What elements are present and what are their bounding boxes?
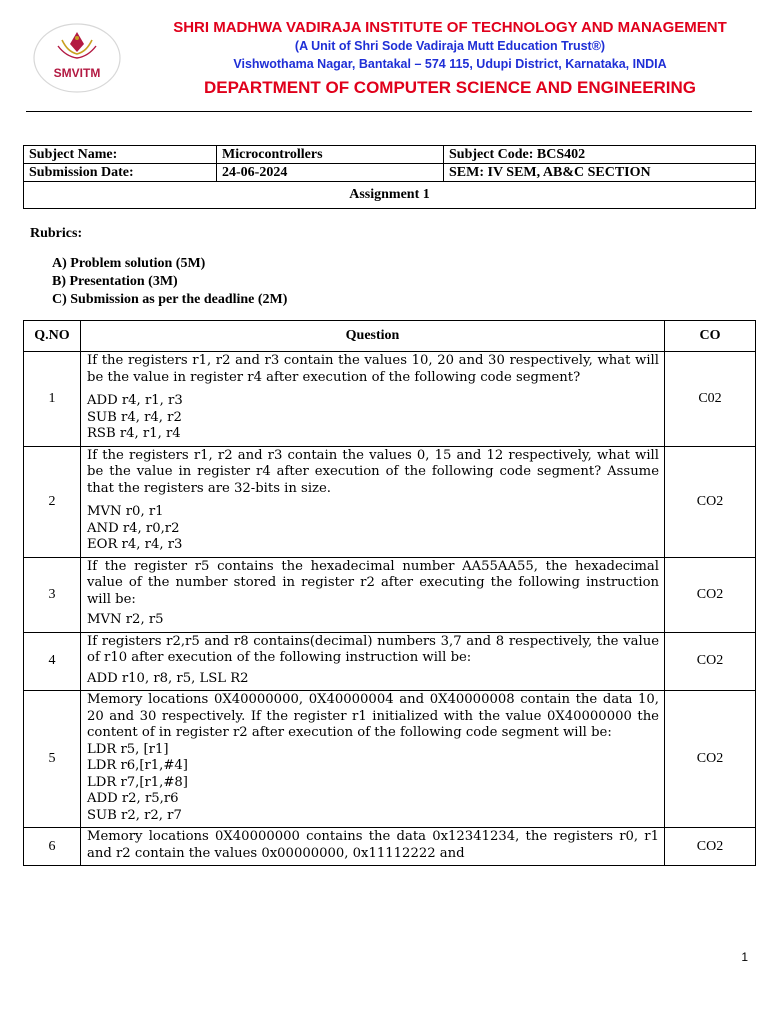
header-co: CO [665,321,756,352]
department-name: DEPARTMENT OF COMPUTER SCIENCE AND ENGINEERING [203,78,697,97]
institute-name: SHRI MADHWA VADIRAJA INSTITUTE OF TECHNOLOGY AND MANAGEMENT [173,19,727,36]
subject-info-table [23,145,756,209]
code-line: LDR r6,[r1,#4] [87,758,188,773]
institute-logo [32,22,122,94]
submission-date-label: Submission Date: [24,164,217,182]
code-line: ADD r4, r1, r3 [87,393,183,408]
header-divider [26,111,752,112]
rubrics-section [30,226,287,309]
table-row [24,828,756,866]
institute-unit-line: (A Unit of Shri Sode Vadiraja Mutt Education Trust®) [294,39,606,53]
code-line: SUB r2, r2, r7 [87,807,182,823]
question-number: 3 [24,557,81,632]
code-line: RSB r4, r1, r4 [87,426,181,441]
question-text: If the register r5 contains the hexadecimal number AA55AA55, the hexadecimal value of the number stored in register r2 after executing the following instruction will be: [87,558,659,607]
course-outcome: CO2 [665,446,756,557]
question-text: If the registers r1, r2 and r3 contain the values 0, 15 and 12 respectively, what will be the value in register r4 after execution of the following code segment? Assume that the registers are 32-bits in size. [87,447,659,496]
assignment-title: Assignment 1 [24,182,756,209]
code-line: LDR r5, [r1] [87,741,169,757]
question-number: 1 [24,352,81,447]
semester-section: SEM: IV SEM, AB&C SECTION [444,164,756,182]
table-row [24,352,756,447]
rubric-item: C) Submission as per the deadline (2M) [52,292,288,307]
code-line: ADD r10, r8, r5, LSL R2 [87,670,249,686]
course-outcome: CO2 [665,557,756,632]
subject-name-label: Subject Name: [24,146,217,164]
code-line: MVN r0, r1 [87,504,164,519]
header-qno: Q.NO [24,321,81,352]
table-row [24,691,756,828]
code-line: AND r4, r0,r2 [87,520,180,536]
course-outcome: C02 [665,352,756,447]
rubric-item: B) Presentation (3M) [52,274,178,289]
submission-date-value: 24-06-2024 [217,164,444,182]
page-number: 1 [741,950,748,964]
letterhead [0,0,768,112]
code-line: MVN r2, r5 [87,612,164,627]
code-line: SUB r4, r4, r2 [87,409,182,425]
question-number: 4 [24,632,81,691]
question-text: If the registers r1, r2 and r3 contain the values 10, 20 and 30 respectively, what will be the value in register r4 after execution of the following code segment? [87,353,659,385]
subject-code: Subject Code: BCS402 [444,146,756,164]
table-row [24,557,756,632]
rubrics-title: Rubrics: [30,226,83,241]
subject-name-value: Microcontrollers [217,146,444,164]
institute-address: Vishwothama Nagar, Bantakal – 574 115, Udupi District, Karnataka, INDIA [233,57,667,71]
code-line: LDR r7,[r1,#8] [87,774,188,790]
table-row [24,446,756,557]
course-outcome: CO2 [665,828,756,866]
questions-table [23,320,756,866]
rubric-item: A) Problem solution (5M) [52,256,206,271]
course-outcome: CO2 [665,632,756,691]
question-cell [81,557,665,632]
question-cell [81,446,665,557]
question-cell [81,691,665,828]
question-cell [81,632,665,691]
code-line: EOR r4, r4, r3 [87,537,183,552]
header-question: Question [81,321,665,352]
question-text: If registers r2,r5 and r8 contains(decimal) numbers 3,7 and 8 respectively, the value of r10 after execution of the following instruction will be: [87,633,659,665]
question-number: 5 [24,691,81,828]
course-outcome: CO2 [665,691,756,828]
code-line: ADD r2, r5,r6 [87,791,179,806]
question-number: 6 [24,828,81,866]
question-text: Memory locations 0X40000000 contains the data 0x12341234, the registers r0, r1 and r2 contain the values 0x00000000, 0x11112222 and [87,829,659,861]
question-cell [81,828,665,866]
question-cell [81,352,665,447]
svg-text:SMVITM: SMVITM [53,66,101,80]
question-number: 2 [24,446,81,557]
question-text: Memory locations 0X40000000, 0X40000004 and 0X40000008 contain the data 10, 20 and 30 respectively. If the register r1 initialized with the value 0X40000000 the content of in register r2 after execution of the following code segment will be: [87,692,659,740]
table-row [24,632,756,691]
